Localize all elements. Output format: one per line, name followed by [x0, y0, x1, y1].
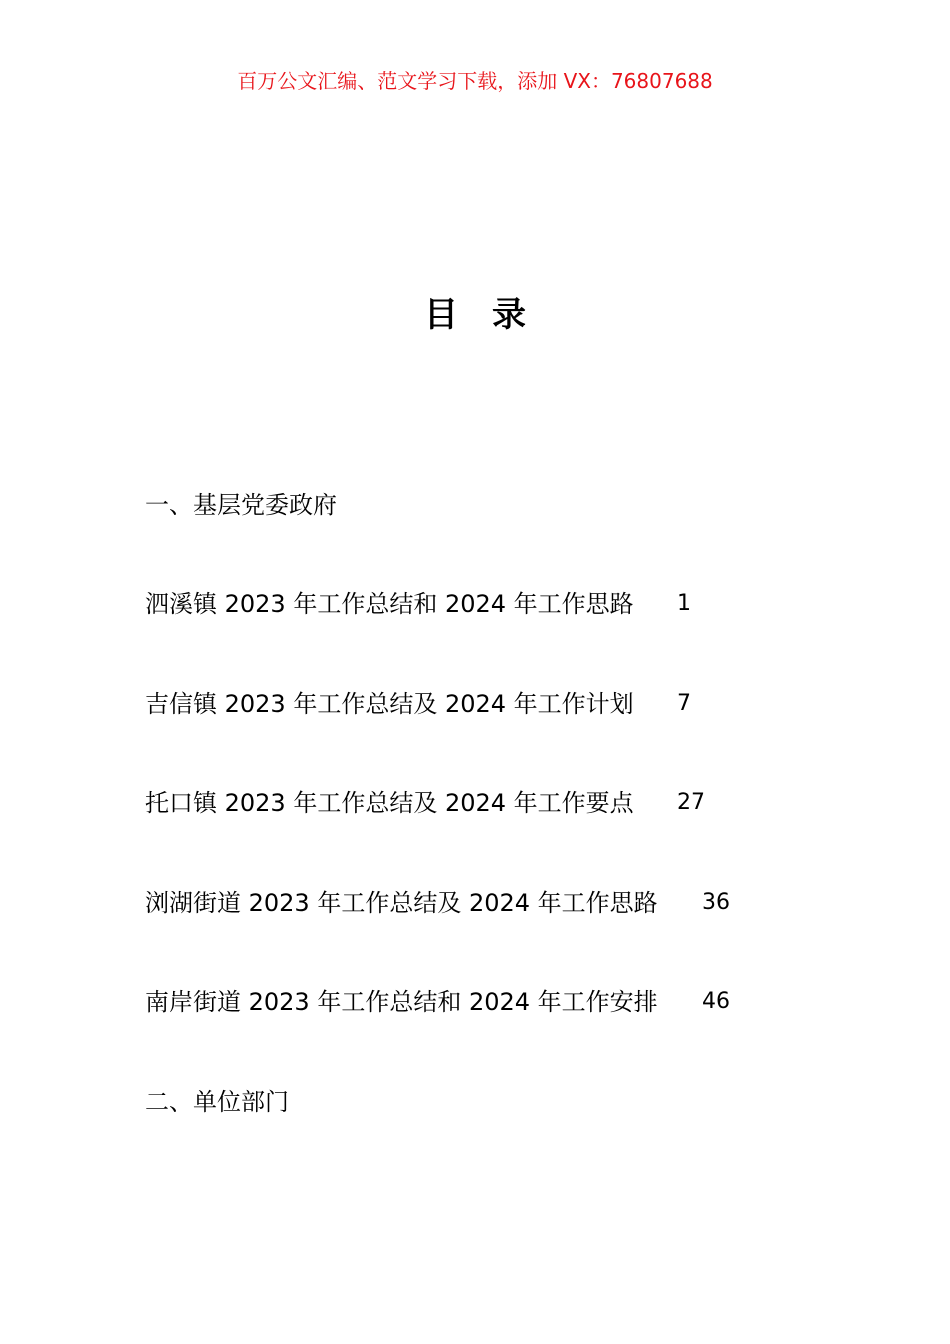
header-banner: 百万公文汇编、范文学习下载，添加 VX：76807688: [237, 69, 713, 93]
section-heading-2: 二、单位部门: [145, 1088, 289, 1116]
title-char-1: 目: [424, 295, 458, 335]
toc-entry-page: 1: [677, 591, 691, 616]
toc-entry-title[interactable]: 托口镇 2023 年工作总结及 2024 年工作要点: [145, 789, 634, 817]
section-heading-1: 一、基层党委政府: [145, 491, 337, 519]
page-title: [0, 290, 950, 340]
toc-entry-page: 46: [702, 989, 730, 1014]
toc-entry-title[interactable]: 泗溪镇 2023 年工作总结和 2024 年工作思路: [145, 590, 634, 618]
toc-entry-page: 27: [677, 790, 705, 815]
toc-entry-title[interactable]: 吉信镇 2023 年工作总结及 2024 年工作计划: [145, 690, 634, 718]
toc-entry-page: 36: [702, 890, 730, 915]
toc-entry-page: 7: [677, 691, 691, 716]
title-char-2: 录: [492, 295, 526, 335]
toc-entry-title[interactable]: 南岸街道 2023 年工作总结和 2024 年工作安排: [145, 988, 658, 1016]
toc-entry-title[interactable]: 浏湖街道 2023 年工作总结及 2024 年工作思路: [145, 889, 658, 917]
